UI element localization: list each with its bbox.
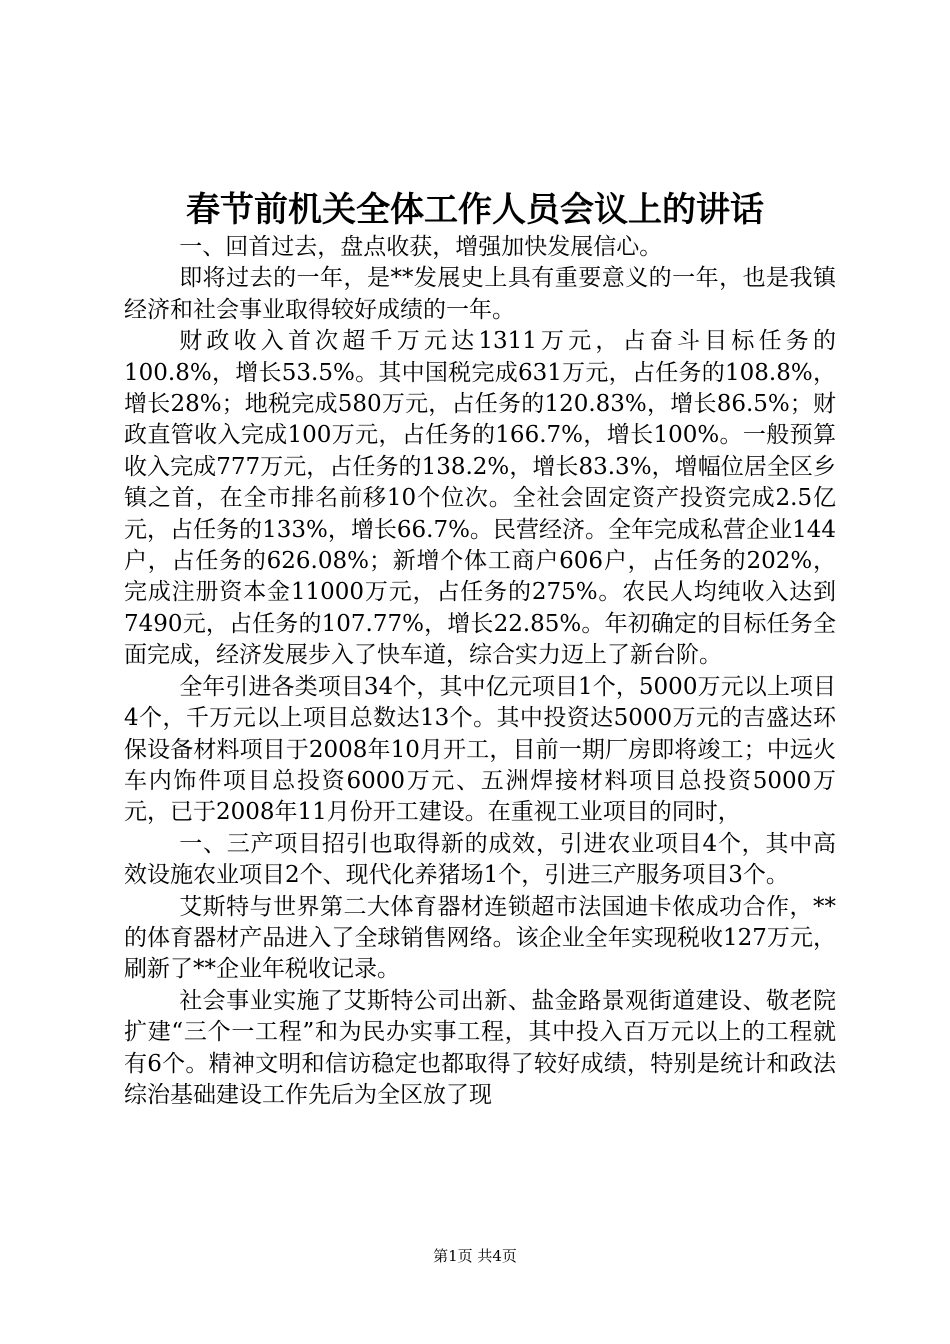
paragraph-projects: 全年引进各类项目34个，其中亿元项目1个，5000万元以上项目4个，千万元以上项目总数达13个。其中投资达5000万元的吉盛达环保设备材料项目于2008年10月开工，目前一期厂房即将竣工；中远火车内饰件项目总投资6000万元、五洲焊接材料项目总投资5000万元，已于2008年11月份开工建设。在重视工业项目的同时，	[124, 673, 836, 826]
document-title: 春节前机关全体工作人员会议上的讲话	[186, 190, 764, 230]
paragraph-finance: 财政收入首次超千万元达1311万元，占奋斗目标任务的100.8%，增长53.5%。其中国税完成631万元，占任务的108.8%，增长28%；地税完成580万元，占任务的120.83%，增长86.5%；财政直管收入完成100万元，占任务的166.7%，增长100%。一般预算收入完成777万元，占任务的138.2%，增长83.3%，增幅位居全区乡镇之首，在全市排名前移10个位次。全社会固定资产投资完成2.5亿元，占任务的133%，增长66.7%。民营经济。全年完成私营企业144户，占任务的626.08%；新增个体工商户606户，占任务的202%，完成注册资本金11000万元，占任务的275%。农民人均纯收入达到7490元，占任务的107.77%，增长22.85%。年初确定的目标任务全面完成，经济发展步入了快车道，综合实力迈上了新台阶。	[124, 328, 836, 669]
paragraph-agriculture: 一、三产项目招引也取得新的成效，引进农业项目4个，其中高效设施农业项目2个、现代化养猪场1个，引进三产服务项目3个。	[124, 830, 836, 889]
document-body	[124, 232, 836, 1111]
page-number: 第1页 共4页	[433, 1247, 517, 1265]
paragraph-sports-equipment: 艾斯特与世界第二大体育器材连锁超市法国迪卡侬成功合作，**的体育器材产品进入了全球销售网络。该企业全年实现税收127万元，刷新了**企业年税收记录。	[124, 893, 836, 983]
paragraph-social-affairs: 社会事业实施了艾斯特公司出新、盐金路景观街道建设、敬老院扩建“三个一工程”和为民办实事工程，其中投入百万元以上的工程就有6个。精神文明和信访稳定也都取得了较好成绩，特别是统计和政法综治基础建设工作先后为全区放了现	[124, 987, 836, 1108]
paragraph-section-heading: 一、回首过去，盘点收获，增强加快发展信心。	[179, 234, 663, 260]
paragraph-intro: 即将过去的一年，是**发展史上具有重要意义的一年，也是我镇经济和社会事业取得较好成绩的一年。	[124, 265, 836, 323]
